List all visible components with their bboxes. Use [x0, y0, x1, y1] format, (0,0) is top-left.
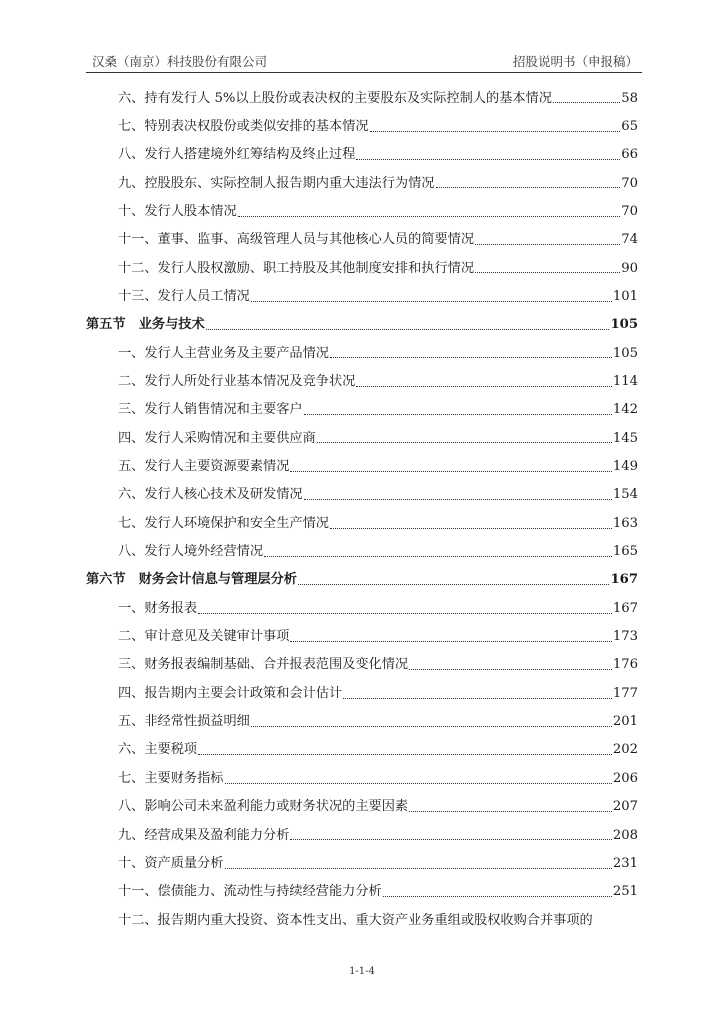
toc-dot-leader	[238, 216, 621, 217]
toc-dot-leader	[304, 499, 612, 500]
toc-page-number: 206	[612, 770, 638, 786]
toc-dot-leader	[553, 102, 620, 103]
toc-entry-title: 十三、发行人员工情况	[118, 288, 250, 304]
toc-section-entry[interactable]	[86, 311, 638, 339]
toc-entry[interactable]	[86, 651, 638, 679]
toc-dot-leader	[383, 896, 612, 897]
toc-page-number: 231	[612, 855, 638, 871]
toc-entry-title: 一、财务报表	[118, 600, 198, 616]
toc-dot-leader	[317, 442, 612, 443]
toc-dot-leader	[298, 584, 609, 585]
toc-entry-title: 八、影响公司未来盈利能力或财务状况的主要因素	[118, 799, 409, 815]
toc-entry-title: 三、发行人销售情况和主要客户	[118, 402, 303, 418]
toc-page-number: 176	[612, 657, 638, 673]
toc-entry-title: 第六节 财务会计信息与管理层分析	[86, 572, 297, 588]
toc-page-number: 167	[612, 600, 638, 616]
toc-entry-title: 六、持有发行人 5%以上股份或表决权的主要股东及实际控制人的基本情况	[118, 90, 552, 106]
page-number-footer: 1-1-4	[349, 966, 375, 977]
toc-entry-title: 七、特别表决权股份或类似安排的基本情况	[118, 118, 369, 134]
toc-entry-title: 三、财务报表编制基础、合并报表范围及变化情况	[118, 657, 409, 673]
toc-entry[interactable]	[86, 736, 638, 764]
toc-page-number: 74	[621, 232, 638, 248]
toc-dot-leader	[409, 811, 612, 812]
toc-entry[interactable]	[86, 424, 638, 452]
toc-dot-leader	[330, 357, 612, 358]
toc-entry-title: 四、报告期内主要会计政策和会计估计	[118, 685, 343, 701]
toc-entry-title: 七、主要财务指标	[118, 770, 224, 786]
toc-entry-title: 十、资产质量分析	[118, 855, 224, 871]
toc-entry[interactable]	[86, 594, 638, 622]
toc-dot-leader	[290, 471, 611, 472]
toc-dot-leader	[436, 187, 621, 188]
toc-dot-leader	[251, 726, 612, 727]
toc-page-number: 65	[621, 118, 638, 134]
toc-page-number: 154	[612, 487, 638, 503]
toc-entry-title: 八、发行人境外经营情况	[118, 544, 264, 560]
toc-page-number: 251	[612, 884, 638, 900]
toc-entry[interactable]	[86, 906, 638, 934]
toc-dot-leader	[409, 669, 612, 670]
toc-page-number: 207	[612, 799, 638, 815]
toc-entry[interactable]	[86, 84, 638, 112]
toc-page-number: 105	[612, 345, 638, 361]
header-document-title: 招股说明书（申报稿）	[512, 54, 638, 69]
toc-page-number: 142	[612, 402, 638, 418]
toc-entry[interactable]	[86, 254, 638, 282]
toc-dot-leader	[304, 414, 612, 415]
toc-dot-leader	[343, 698, 612, 699]
header-company-name: 汉桑（南京）科技股份有限公司	[92, 54, 268, 69]
toc-dot-leader	[198, 613, 612, 614]
toc-entry[interactable]	[86, 764, 638, 792]
toc-entry-title: 第五节 业务与技术	[86, 317, 205, 333]
toc-dot-leader	[225, 783, 612, 784]
toc-entry[interactable]	[86, 396, 638, 424]
toc-entry[interactable]	[86, 169, 638, 197]
toc-entry-title: 七、发行人环境保护和安全生产情况	[118, 515, 329, 531]
header-divider	[86, 72, 642, 73]
toc-dot-leader	[330, 528, 612, 529]
toc-entry-title: 二、审计意见及关键审计事项	[118, 629, 290, 645]
toc-dot-leader	[251, 301, 612, 302]
toc-page-number: 167	[610, 572, 638, 588]
toc-dot-leader	[370, 131, 621, 132]
toc-entry[interactable]	[86, 282, 638, 310]
toc-page-number: 70	[621, 203, 638, 219]
toc-page-number: 202	[612, 742, 638, 758]
toc-dot-leader	[356, 159, 620, 160]
toc-dot-leader	[475, 272, 620, 273]
toc-page-number: 105	[610, 317, 638, 333]
toc-page-number: 149	[612, 459, 638, 475]
toc-entry[interactable]	[86, 538, 638, 566]
toc-page-number: 58	[621, 90, 638, 106]
toc-page-number: 70	[621, 175, 638, 191]
toc-entry[interactable]	[86, 793, 638, 821]
toc-entry-title: 二、发行人所处行业基本情况及竞争状况	[118, 374, 356, 389]
toc-page-number: 145	[612, 430, 638, 446]
toc-entry-title: 十二、报告期内重大投资、资本性支出、重大资产业务重组或股权收购合并事项的	[118, 912, 593, 928]
toc-dot-leader	[290, 839, 611, 840]
toc-entry[interactable]	[86, 339, 638, 367]
toc-section-entry[interactable]	[86, 566, 638, 594]
toc-entry-title: 六、发行人核心技术及研发情况	[118, 487, 303, 503]
toc-entry[interactable]	[86, 821, 638, 849]
toc-entry-title: 十一、董事、监事、高级管理人员与其他核心人员的简要情况	[118, 232, 475, 248]
toc-entry-title: 八、发行人搭建境外红筹结构及终止过程	[118, 147, 356, 163]
toc-dot-leader	[206, 329, 610, 330]
toc-entry[interactable]	[86, 481, 638, 509]
toc-entry[interactable]	[86, 509, 638, 537]
toc-entry[interactable]	[86, 679, 638, 707]
toc-entry-title: 九、经营成果及盈利能力分析	[118, 827, 290, 843]
toc-entry[interactable]	[86, 849, 638, 877]
toc-entry-title: 五、非经常性损益明细	[118, 714, 250, 730]
toc-dot-leader	[475, 244, 620, 245]
toc-entry-title: 五、发行人主要资源要素情况	[118, 459, 290, 475]
toc-entry-title: 九、控股股东、实际控制人报告期内重大违法行为情况	[118, 175, 435, 191]
toc-page-number: 208	[612, 827, 638, 843]
toc-dot-leader	[264, 556, 612, 557]
toc-entry-title: 十、发行人股本情况	[118, 203, 237, 219]
toc-page-number: 90	[621, 260, 638, 276]
toc-page-number: 165	[612, 544, 638, 560]
toc-page-number: 201	[612, 714, 638, 730]
toc-dot-leader	[290, 641, 611, 642]
toc-entry[interactable]	[86, 141, 638, 169]
toc-page-number: 114	[612, 374, 638, 389]
toc-entry-title: 十一、偿债能力、流动性与持续经营能力分析	[118, 884, 382, 900]
toc-entry[interactable]	[86, 878, 638, 906]
toc-entry-title: 一、发行人主营业务及主要产品情况	[118, 345, 329, 361]
toc-entry[interactable]	[86, 197, 638, 225]
table-of-contents	[86, 84, 638, 934]
toc-entry-title: 四、发行人采购情况和主要供应商	[118, 430, 316, 446]
toc-page-number: 173	[612, 629, 638, 645]
toc-dot-leader	[198, 754, 612, 755]
toc-page-number: 177	[612, 685, 638, 701]
toc-entry-title: 十二、发行人股权激励、职工持股及其他制度安排和执行情况	[118, 260, 475, 276]
toc-dot-leader	[225, 868, 612, 869]
toc-entry[interactable]	[86, 367, 638, 395]
toc-entry[interactable]	[86, 226, 638, 254]
toc-entry[interactable]	[86, 452, 638, 480]
toc-entry-title: 六、主要税项	[118, 742, 198, 758]
toc-entry[interactable]	[86, 708, 638, 736]
toc-page-number: 163	[612, 515, 638, 531]
toc-page-number: 101	[612, 288, 638, 304]
toc-page-number: 66	[621, 147, 638, 163]
page-header	[92, 52, 638, 70]
toc-entry[interactable]	[86, 623, 638, 651]
toc-dot-leader	[356, 386, 611, 387]
toc-entry[interactable]	[86, 112, 638, 140]
